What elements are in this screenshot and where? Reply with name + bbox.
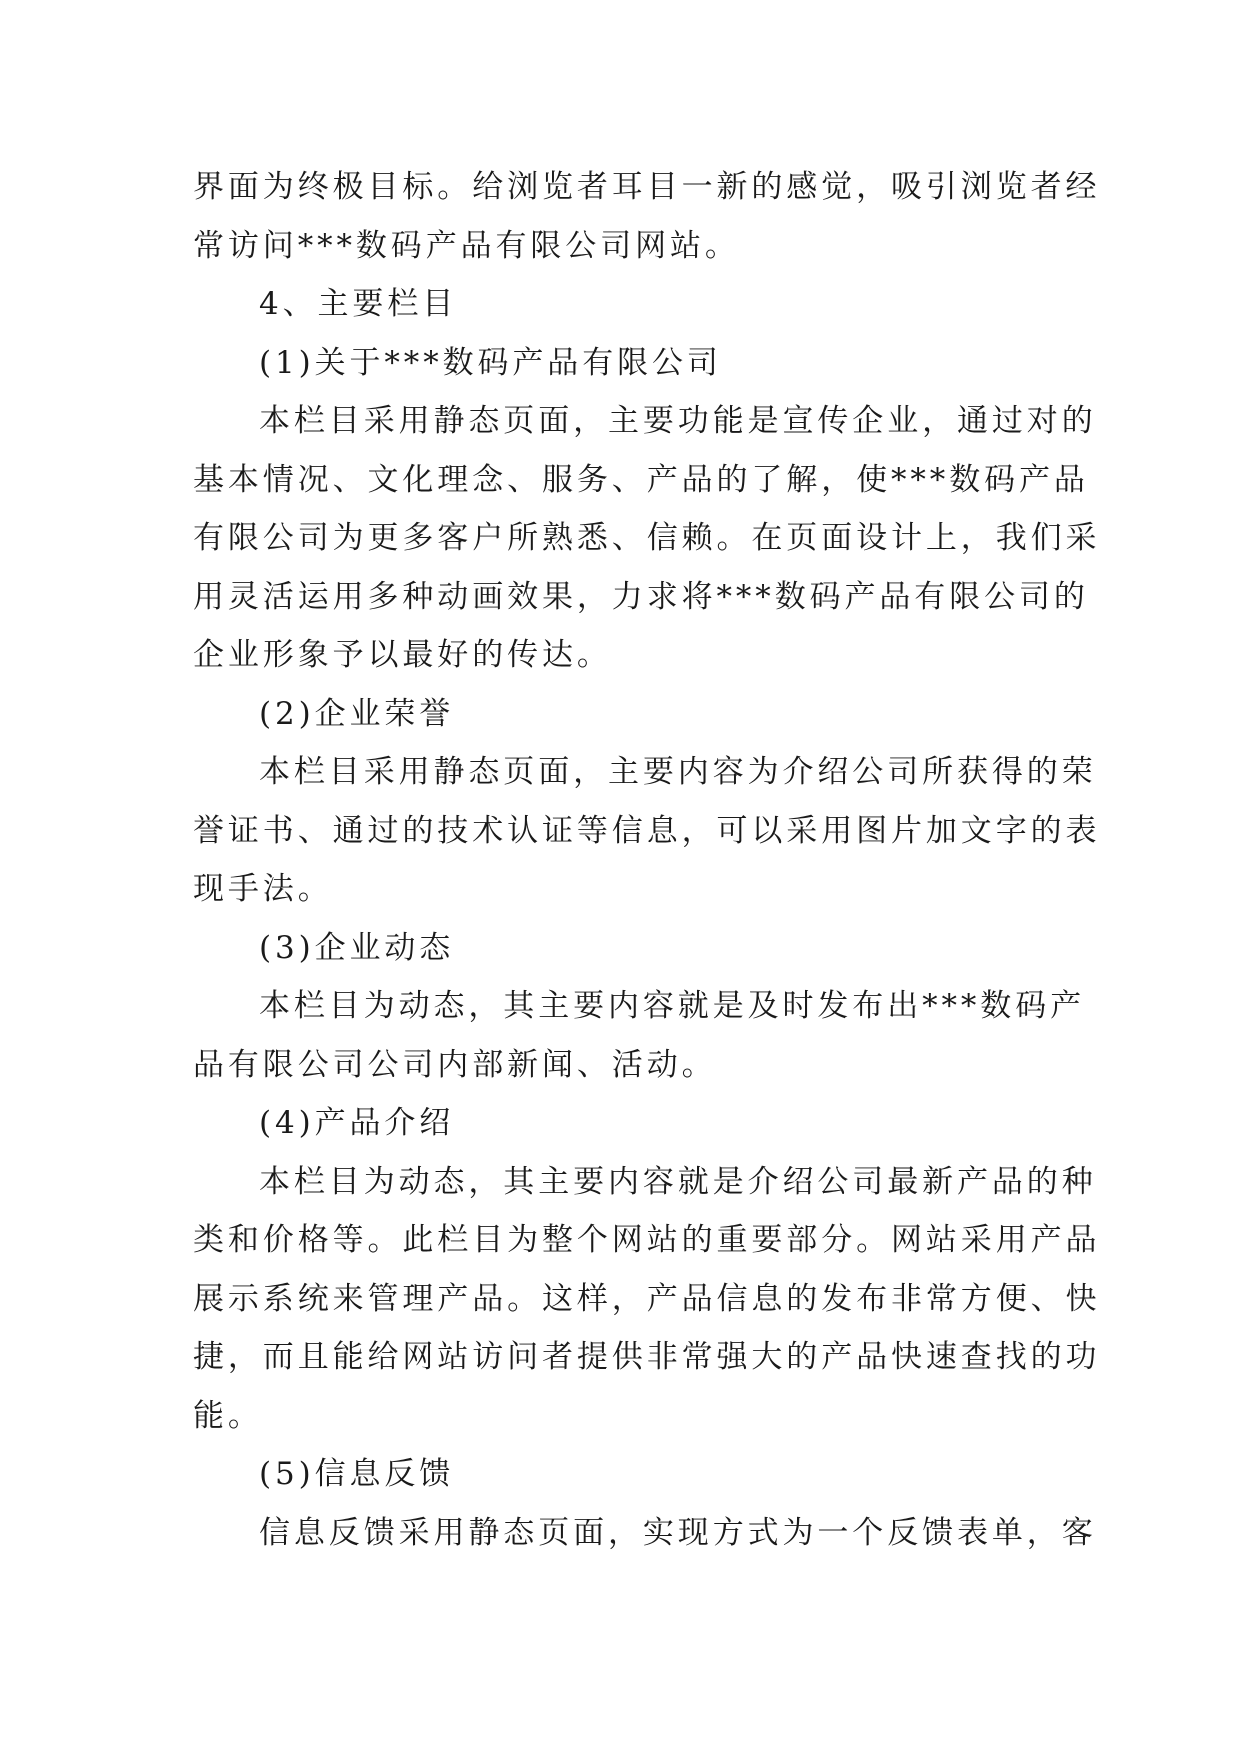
section-heading (193, 919, 1055, 978)
paragraph-line: 本栏目采用静态页面，主要功能是宣传企业，通过对的 (259, 403, 1097, 439)
paragraph-line: 本栏目为动态，其主要内容就是及时发布出***数码产 (259, 988, 1085, 1024)
paragraph-line: 品有限公司公司内部新闻、活动。 (193, 1046, 717, 1083)
section-heading (193, 275, 1055, 334)
body-paragraph (193, 743, 1101, 919)
paragraph-line: 信息反馈采用静态页面，实现方式为一个反馈表单，客 (259, 1514, 1097, 1551)
section-heading (193, 334, 1055, 393)
paragraph-line: 类和价格等。此栏目为整个网站的重要部分。网站采用产品 (193, 1222, 1101, 1258)
paragraph-line: 企业形象予以最好的传达。 (193, 637, 612, 673)
heading-text: 4、主要栏目 (259, 286, 458, 322)
section-heading (193, 1445, 1055, 1504)
paragraph-line: 展示系统来管理产品。这样，产品信息的发布非常方便、快 (193, 1280, 1101, 1317)
paragraph-line: 有限公司为更多客户所熟悉、信赖。在页面设计上，我们采 (193, 520, 1101, 556)
paragraph-line: 本栏目为动态，其主要内容就是介绍公司最新产品的种 (259, 1163, 1097, 1200)
body-paragraph (193, 1504, 1097, 1563)
body-paragraph (193, 158, 1101, 275)
document-body (193, 158, 1101, 1562)
heading-text: (3)企业动态 (259, 929, 455, 966)
paragraph-line: 基本情况、文化理念、服务、产品的了解，使***数码产品 (193, 461, 1089, 498)
section-heading (193, 685, 1055, 744)
paragraph-line: 常访问***数码产品有限公司网站。 (193, 227, 740, 264)
heading-text: (1)关于***数码产品有限公司 (259, 344, 722, 381)
body-paragraph (193, 392, 1101, 685)
heading-text: (4)产品介绍 (259, 1105, 455, 1141)
body-paragraph (193, 977, 1085, 1094)
section-heading (193, 1094, 1055, 1153)
paragraph-line: 本栏目采用静态页面，主要内容为介绍公司所获得的荣 (259, 754, 1097, 790)
paragraph-line: 能。 (193, 1397, 263, 1434)
body-paragraph (193, 1153, 1101, 1446)
heading-text: (5)信息反馈 (259, 1456, 455, 1492)
paragraph-line: 界面为终极目标。给浏览者耳目一新的感觉，吸引浏览者经 (193, 169, 1101, 205)
paragraph-line: 现手法。 (193, 871, 333, 907)
paragraph-line: 捷，而且能给网站访问者提供非常强大的产品快速查找的功 (193, 1339, 1101, 1375)
paragraph-line: 用灵活运用多种动画效果，力求将***数码产品有限公司的 (193, 578, 1089, 615)
paragraph-line: 誉证书、通过的技术认证等信息，可以采用图片加文字的表 (193, 812, 1101, 849)
heading-text: (2)企业荣誉 (259, 695, 455, 732)
